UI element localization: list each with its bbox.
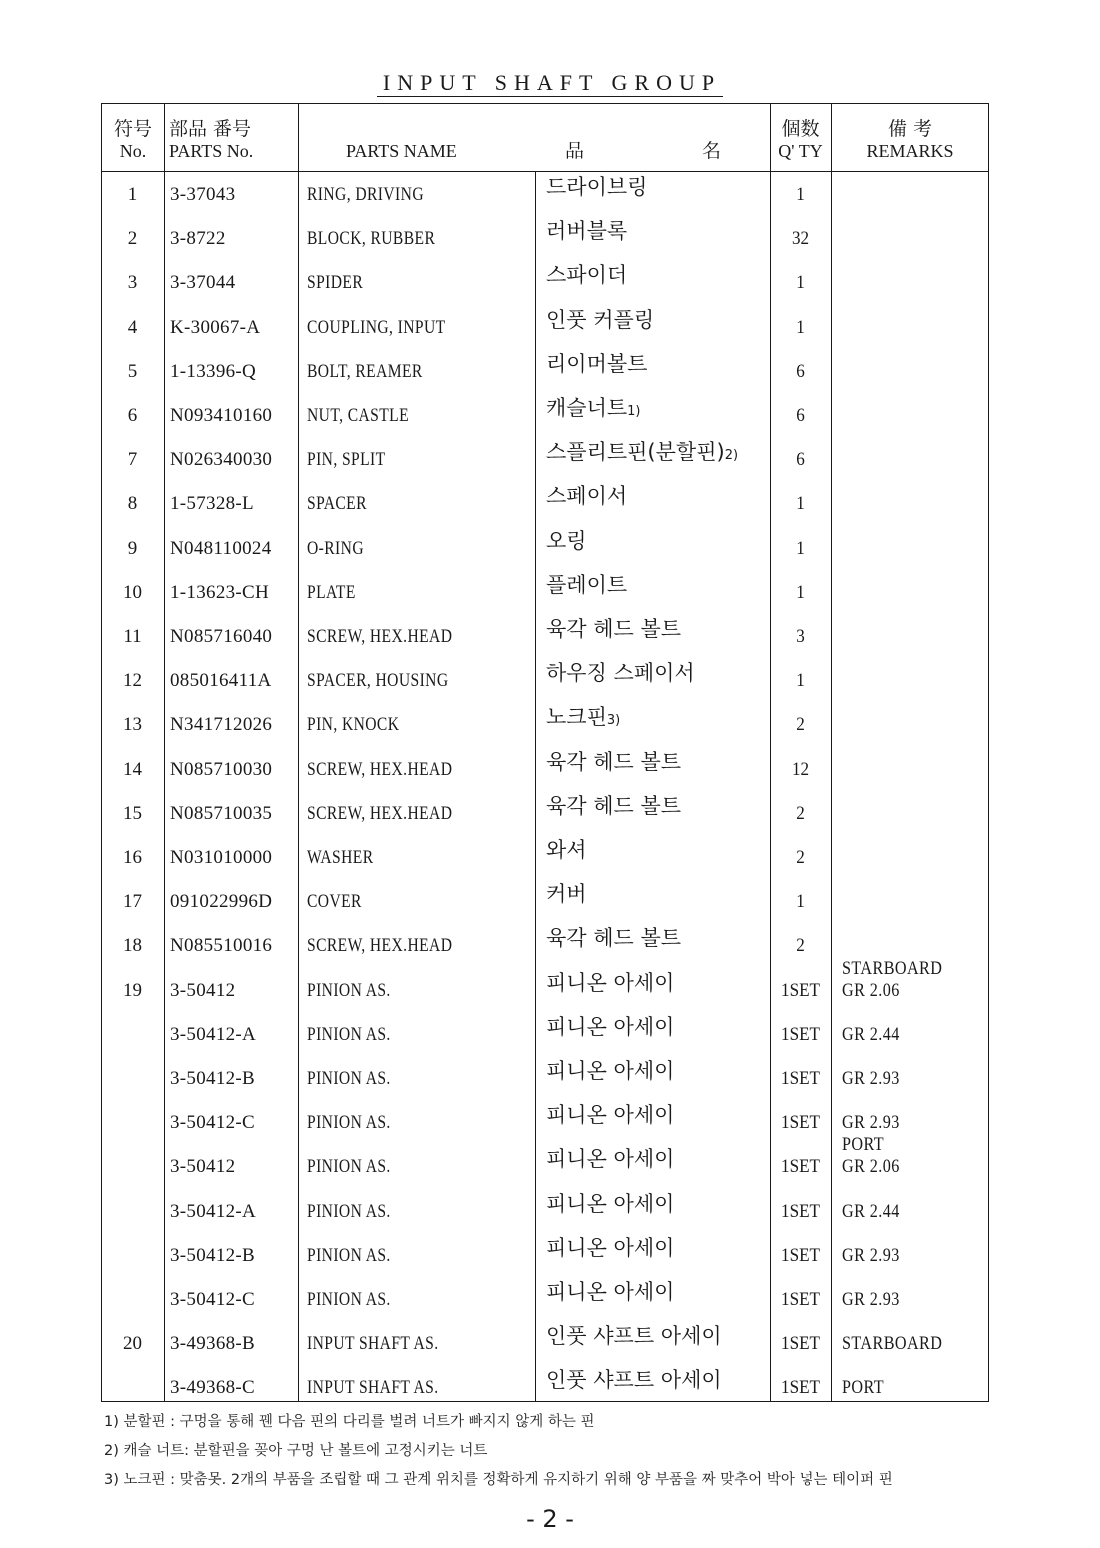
row-no: 16 xyxy=(123,847,142,868)
table-row xyxy=(102,660,987,704)
table-row xyxy=(102,957,987,1014)
row-remark: GR 2.93 xyxy=(842,1068,900,1089)
header-qty-en: Q' TY xyxy=(778,141,823,161)
row-korean-name xyxy=(546,569,627,599)
header-name-ko-1: 品 xyxy=(565,140,585,162)
row-no: 12 xyxy=(123,670,142,692)
row-part-name: PINION AS. xyxy=(307,1112,391,1134)
header-part-no xyxy=(169,118,253,162)
row-remark: GR 2.06 xyxy=(842,979,900,1001)
header-no xyxy=(102,118,164,162)
row-part-name: PINION AS. xyxy=(307,1289,391,1310)
row-korean-name-text: 피니온 아세이 xyxy=(546,970,675,995)
header-name-ko-2: 名 xyxy=(702,140,722,162)
row-part-no: 3-50412-C xyxy=(170,1112,256,1134)
row-korean-name xyxy=(546,171,647,201)
row-no: 13 xyxy=(123,714,142,736)
row-part-no: N085510016 xyxy=(170,935,273,957)
table-row xyxy=(102,837,987,881)
row-part-no: N085710030 xyxy=(170,758,273,780)
row-quantity: 2 xyxy=(796,935,805,957)
row-quantity: 1 xyxy=(796,493,805,515)
row-part-name: WASHER xyxy=(307,847,374,868)
row-quantity: 1SET xyxy=(781,1377,820,1399)
row-part-name: COUPLING, INPUT xyxy=(307,316,446,338)
row-korean-name-text: 오링 xyxy=(546,528,587,553)
row-quantity: 1 xyxy=(796,184,805,205)
table-row xyxy=(102,704,987,748)
row-quantity: 1SET xyxy=(781,1112,820,1134)
row-part-no: 091022996D xyxy=(170,891,273,913)
row-part-name: SCREW, HEX.HEAD xyxy=(307,802,453,824)
row-part-no: 3-37043 xyxy=(170,184,236,205)
table-row xyxy=(102,262,987,306)
footnote-ref: 1) xyxy=(627,404,641,419)
header-remarks xyxy=(831,118,989,162)
row-quantity: 1 xyxy=(796,272,805,294)
row-part-no: 3-49368-B xyxy=(170,1333,256,1355)
row-korean-name-text: 플레이트 xyxy=(546,572,628,597)
table-row xyxy=(102,881,987,925)
row-part-name: COVER xyxy=(307,891,362,913)
row-part-name: SCREW, HEX.HEAD xyxy=(307,626,453,647)
row-korean-name xyxy=(546,790,681,820)
row-korean-name xyxy=(546,967,674,997)
row-part-name: PINION AS. xyxy=(307,1023,391,1045)
table-row xyxy=(102,1014,987,1058)
row-korean-name-text: 육각 헤드 볼트 xyxy=(546,926,682,951)
row-korean-name xyxy=(546,1188,674,1218)
row-no: 14 xyxy=(123,758,142,780)
row-korean-name-text: 커버 xyxy=(546,882,587,907)
row-quantity: 1 xyxy=(796,670,805,692)
table-row xyxy=(102,1134,987,1190)
row-part-name: PIN, KNOCK xyxy=(307,714,400,736)
row-korean-name xyxy=(546,657,695,687)
row-korean-name-text: 피니온 아세이 xyxy=(546,1103,675,1128)
row-korean-name-text: 스페이서 xyxy=(546,484,628,509)
row-part-name: PINION AS. xyxy=(307,1244,391,1266)
row-quantity: 1 xyxy=(796,537,805,559)
row-part-name: NUT, CASTLE xyxy=(307,405,410,426)
row-part-name: SCREW, HEX.HEAD xyxy=(307,935,453,957)
row-part-no: 1-57328-L xyxy=(170,493,254,515)
row-quantity: 1SET xyxy=(781,979,820,1001)
row-quantity: 6 xyxy=(796,449,805,471)
row-part-name: O-RING xyxy=(307,537,364,559)
row-korean-name xyxy=(546,1055,674,1085)
row-no: 3 xyxy=(127,272,138,294)
row-remark-group: STARBOARD xyxy=(842,957,943,979)
row-quantity: 2 xyxy=(796,847,805,868)
row-part-no: 3-8722 xyxy=(170,228,226,250)
row-part-name: PLATE xyxy=(307,581,356,603)
row-korean-name xyxy=(546,304,654,334)
row-korean-name-text: 스파이더 xyxy=(546,263,628,288)
row-no: 4 xyxy=(127,316,138,338)
row-part-name: INPUT SHAFT AS. xyxy=(307,1377,439,1399)
row-quantity: 3 xyxy=(796,626,805,647)
row-quantity: 6 xyxy=(796,405,805,426)
row-no: 7 xyxy=(127,449,138,471)
row-part-no: 3-50412 xyxy=(170,1156,236,1178)
row-part-no: N085710035 xyxy=(170,802,273,824)
row-part-no: 3-50412 xyxy=(170,979,236,1001)
row-korean-name-text: 피니온 아세이 xyxy=(546,1014,675,1039)
row-korean-name xyxy=(546,1143,674,1173)
row-part-name: PINION AS. xyxy=(307,979,391,1001)
row-quantity: 6 xyxy=(796,360,805,382)
row-part-no: N341712026 xyxy=(170,714,273,736)
page-title-text: INPUT SHAFT GROUP xyxy=(377,70,723,97)
row-korean-name xyxy=(546,525,587,555)
row-quantity: 32 xyxy=(791,228,810,250)
page-title xyxy=(0,70,1100,96)
row-part-name: RING, DRIVING xyxy=(307,184,424,205)
row-korean-name-text: 스플리트핀(분할핀) xyxy=(546,440,725,465)
row-no: 8 xyxy=(127,493,138,515)
row-korean-name-text: 인풋 샤프트 아세이 xyxy=(546,1368,722,1393)
header-parts-name: PARTS NAME xyxy=(346,141,457,161)
table-row xyxy=(102,395,987,439)
row-no: 11 xyxy=(123,626,142,647)
row-korean-name xyxy=(546,480,627,510)
header-part-en: PARTS No. xyxy=(169,141,254,161)
table-row xyxy=(102,218,987,262)
table-row xyxy=(102,439,987,483)
row-korean-name-text: 피니온 아세이 xyxy=(546,1191,675,1216)
row-quantity: 1SET xyxy=(781,1023,820,1045)
row-part-no: 3-50412-A xyxy=(170,1023,257,1045)
footnote: 2) 캐슬 너트: 분할핀을 꽂아 구멍 난 볼트에 고정시키는 너트 xyxy=(104,1443,488,1459)
footnote: 1) 분할핀 : 구멍을 통해 꿴 다음 핀의 다리를 벌려 너트가 빠지지 않게 하는 핀 xyxy=(104,1414,595,1430)
table-row xyxy=(102,483,987,527)
row-remark: GR 2.93 xyxy=(842,1289,900,1310)
row-korean-name xyxy=(546,348,647,378)
table-row xyxy=(102,1235,987,1279)
row-korean-name-text: 피니온 아세이 xyxy=(546,1147,675,1172)
row-korean-name xyxy=(546,259,627,289)
row-part-no: N026340030 xyxy=(170,449,273,471)
row-no: 9 xyxy=(127,537,138,559)
row-korean-name-text: 캐슬너트 xyxy=(546,396,628,420)
row-part-name: PINION AS. xyxy=(307,1200,391,1222)
header-divider xyxy=(102,171,988,172)
row-part-no: 1-13396-Q xyxy=(170,360,257,382)
row-korean-name-text: 피니온 아세이 xyxy=(546,1235,675,1260)
row-korean-name-text: 노크핀 xyxy=(546,705,607,730)
table-row xyxy=(102,307,987,351)
row-part-name: SPACER, HOUSING xyxy=(307,670,449,692)
row-quantity: 2 xyxy=(796,802,805,824)
row-no: 19 xyxy=(123,979,142,1001)
row-quantity: 1SET xyxy=(781,1200,820,1222)
header-qty xyxy=(770,118,831,162)
table-row xyxy=(102,528,987,572)
row-part-no: 3-37044 xyxy=(170,272,236,294)
row-remark: GR 2.93 xyxy=(842,1244,900,1266)
table-row xyxy=(102,1367,987,1411)
row-korean-name-text: 하우징 스페이서 xyxy=(546,661,695,686)
row-quantity: 1SET xyxy=(781,1068,820,1089)
header-remarks-en: REMARKS xyxy=(866,141,954,161)
table-row xyxy=(102,351,987,395)
table-row xyxy=(102,1279,987,1323)
row-quantity: 1SET xyxy=(781,1289,820,1310)
row-part-no: N048110024 xyxy=(170,537,272,559)
row-korean-name xyxy=(546,878,587,908)
row-part-no: 3-50412-A xyxy=(170,1200,257,1222)
row-part-no: 3-50412-B xyxy=(170,1068,256,1089)
row-korean-name xyxy=(546,834,587,864)
row-korean-name-text: 러버블록 xyxy=(546,219,628,244)
row-quantity: 1 xyxy=(796,316,805,338)
row-quantity: 2 xyxy=(796,714,805,736)
row-no: 6 xyxy=(127,405,138,426)
row-no: 2 xyxy=(127,228,138,250)
header-no-ko: 符号 xyxy=(113,118,152,140)
row-part-no: 3-50412-B xyxy=(170,1244,256,1266)
row-korean-name xyxy=(546,392,641,422)
row-korean-name-text: 리이머볼트 xyxy=(546,351,648,376)
table-row xyxy=(102,1058,987,1102)
row-part-no: K-30067-A xyxy=(170,316,261,338)
row-korean-name-text: 피니온 아세이 xyxy=(546,1059,675,1083)
row-part-no: 085016411A xyxy=(170,670,272,692)
row-korean-name xyxy=(546,1364,722,1394)
row-remark: GR 2.44 xyxy=(842,1200,900,1222)
row-remark: GR 2.44 xyxy=(842,1023,900,1045)
table-row xyxy=(102,793,987,837)
row-part-no: N031010000 xyxy=(170,847,273,868)
row-part-name: BOLT, REAMER xyxy=(307,360,423,382)
row-remark: GR 2.93 xyxy=(842,1112,900,1134)
row-korean-name-text: 육각 헤드 볼트 xyxy=(546,617,682,641)
parts-table xyxy=(101,103,989,1402)
row-no: 20 xyxy=(123,1333,142,1355)
row-korean-name-text: 드라이브링 xyxy=(546,175,648,199)
footnote: 3) 노크핀 : 맞춤못. 2개의 부품을 조립할 때 그 관계 위치를 정확하게 유지하기 위해 양 부품을 짜 맞추어 박아 넣는 테이퍼 핀 xyxy=(104,1472,893,1488)
header-no-en: No. xyxy=(119,141,147,161)
row-part-no: N085716040 xyxy=(170,626,273,647)
row-part-name: INPUT SHAFT AS. xyxy=(307,1333,439,1355)
row-quantity: 1 xyxy=(796,581,805,603)
header-qty-ko: 個数 xyxy=(781,118,820,140)
footnote-ref: 2) xyxy=(724,448,739,464)
row-korean-name-text: 피니온 아세이 xyxy=(546,1280,675,1304)
row-korean-name xyxy=(546,1320,722,1350)
row-korean-name xyxy=(546,613,681,643)
row-korean-name xyxy=(546,215,627,245)
row-remark: GR 2.06 xyxy=(842,1156,900,1178)
table-row xyxy=(102,749,987,793)
row-part-name: PINION AS. xyxy=(307,1068,391,1089)
row-korean-name xyxy=(546,1011,674,1041)
row-part-name: SCREW, HEX.HEAD xyxy=(307,758,453,780)
row-korean-name xyxy=(546,1232,674,1262)
row-part-no: 3-50412-C xyxy=(170,1289,256,1310)
row-no: 5 xyxy=(127,360,138,382)
row-part-no: 3-49368-C xyxy=(170,1377,256,1399)
row-part-no: 1-13623-CH xyxy=(170,581,270,603)
row-no: 1 xyxy=(127,184,138,205)
row-remark: PORT xyxy=(842,1377,885,1399)
row-quantity: 1SET xyxy=(781,1156,820,1178)
header-remarks-ko: 備 考 xyxy=(887,118,933,140)
row-korean-name-text: 인풋 샤프트 아세이 xyxy=(546,1324,722,1349)
row-quantity: 12 xyxy=(791,758,810,780)
row-quantity: 1SET xyxy=(781,1244,820,1266)
row-korean-name-text: 육각 헤드 볼트 xyxy=(546,793,682,818)
row-no: 18 xyxy=(123,935,142,957)
table-row xyxy=(102,174,987,218)
row-no: 17 xyxy=(123,891,142,913)
table-row xyxy=(102,572,987,616)
row-no: 15 xyxy=(123,802,142,824)
table-row xyxy=(102,1191,987,1235)
footnotes xyxy=(104,1409,893,1496)
row-part-name: BLOCK, RUBBER xyxy=(307,228,436,250)
row-part-name: PINION AS. xyxy=(307,1156,391,1178)
table-row xyxy=(102,1323,987,1367)
row-quantity: 1SET xyxy=(781,1333,820,1355)
page-number: - 2 - xyxy=(526,1505,574,1533)
header-part-ko: 部品 番号 xyxy=(169,118,252,140)
row-part-no: N093410160 xyxy=(170,405,273,426)
row-korean-name xyxy=(546,922,681,952)
row-part-name: PIN, SPLIT xyxy=(307,449,386,471)
row-korean-name xyxy=(546,1099,674,1129)
row-remark-group: PORT xyxy=(842,1134,885,1156)
row-korean-name xyxy=(546,436,738,466)
row-no: 10 xyxy=(123,581,142,603)
row-korean-name-text: 육각 헤드 볼트 xyxy=(546,749,682,774)
row-korean-name-text: 와셔 xyxy=(546,838,587,862)
table-row xyxy=(102,616,987,660)
row-korean-name xyxy=(546,701,620,731)
row-quantity: 1 xyxy=(796,891,805,913)
row-korean-name xyxy=(546,746,681,776)
row-part-name: SPACER xyxy=(307,493,367,515)
row-korean-name-text: 인풋 커플링 xyxy=(546,307,655,332)
footnote-ref: 3) xyxy=(606,713,621,729)
row-remark: STARBOARD xyxy=(842,1333,943,1355)
row-part-name: SPIDER xyxy=(307,272,364,294)
row-korean-name xyxy=(546,1276,674,1306)
